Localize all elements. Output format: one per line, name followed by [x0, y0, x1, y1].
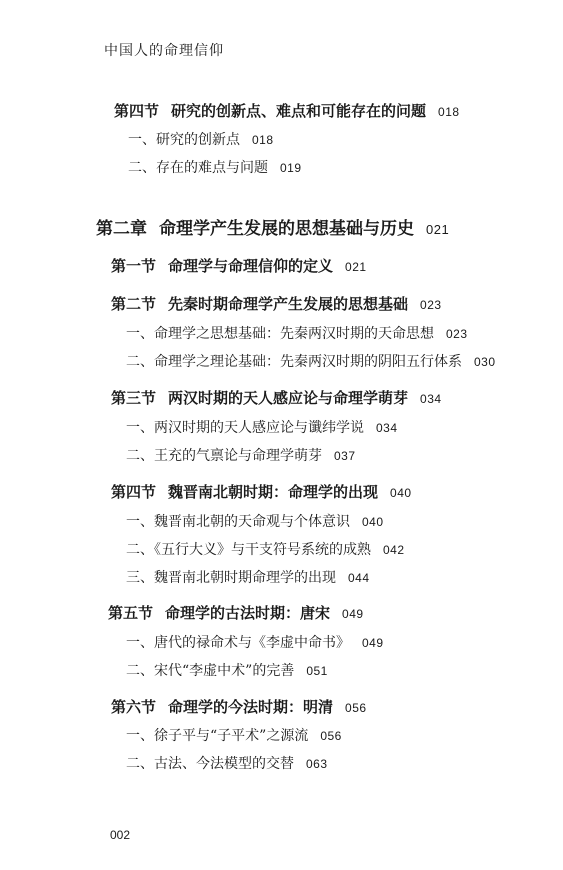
toc-page-number: 056	[320, 729, 342, 743]
toc-page-number: 021	[345, 260, 367, 274]
toc-entry[interactable]	[126, 632, 384, 652]
toc-title: 研究的创新点	[156, 132, 240, 148]
toc-entry[interactable]	[126, 567, 370, 587]
toc-entry[interactable]	[111, 387, 442, 408]
toc-entry[interactable]	[126, 660, 328, 680]
toc-entry[interactable]	[126, 511, 384, 531]
toc-entry[interactable]	[126, 445, 356, 465]
toc-title: 研究的创新点、难点和可能存在的问题	[171, 102, 427, 120]
toc-label: 第二节	[111, 295, 157, 313]
toc-title: 魏晋南北朝时期命理学的出现	[154, 570, 336, 586]
toc-page-number: 063	[306, 757, 328, 771]
toc-title: 命理学产生发展的思想基础与历史	[159, 219, 414, 239]
toc-entry[interactable]	[111, 481, 412, 502]
toc-entry[interactable]	[126, 323, 468, 343]
toc-title: 徐子平与“子平术”之源流	[154, 728, 309, 744]
toc-title: 宋代“李虚中术”的完善	[154, 663, 295, 679]
toc-title: 魏晋南北朝的天命观与个体意识	[154, 514, 350, 530]
running-head: 中国人的命理信仰	[104, 43, 224, 59]
toc-label: 三、	[126, 570, 154, 586]
toc-title: 命理学之思想基础：先秦两汉时期的天命思想	[154, 326, 434, 342]
toc-entry[interactable]	[114, 100, 460, 121]
toc-entry[interactable]	[126, 351, 496, 371]
toc-title: 两汉时期的天人感应论与谶纬学说	[154, 420, 364, 436]
toc-title: 两汉时期的天人感应论与命理学萌芽	[168, 389, 409, 407]
toc-page-number: 034	[420, 392, 442, 406]
toc-title: 命理学的今法时期：明清	[168, 698, 334, 716]
toc-label: 第三节	[111, 389, 157, 407]
toc-entry[interactable]	[126, 539, 405, 559]
toc-page-number: 030	[474, 355, 496, 369]
toc-label: 一、	[126, 728, 154, 744]
toc-title: 古法、今法模型的交替	[154, 756, 294, 772]
toc-entry[interactable]	[128, 129, 274, 149]
toc-entry[interactable]	[126, 725, 342, 745]
toc-title: 存在的难点与问题	[156, 160, 268, 176]
toc-page-number: 037	[334, 449, 356, 463]
toc-label: 一、	[126, 635, 154, 651]
toc-entry[interactable]	[126, 417, 398, 437]
toc-label: 第二章	[96, 219, 147, 239]
toc-label: 一、	[126, 420, 154, 436]
toc-label: 第四节	[111, 483, 157, 501]
toc-entry[interactable]	[108, 602, 364, 623]
toc-page-number: 021	[426, 222, 450, 237]
toc-page-number: 034	[376, 421, 398, 435]
toc-title: 先秦时期命理学产生发展的思想基础	[168, 295, 409, 313]
toc-page-number: 023	[446, 327, 468, 341]
toc-label: 二、	[126, 542, 154, 558]
toc-page-number: 018	[438, 105, 460, 119]
toc-label: 二、	[126, 354, 154, 370]
toc-title: 命理学之理论基础：先秦两汉时期的阴阳五行体系	[154, 354, 462, 370]
toc-label: 第五节	[108, 604, 154, 622]
toc-label: 二、	[126, 448, 154, 464]
toc-page-number: 019	[280, 161, 302, 175]
toc-entry[interactable]	[126, 753, 328, 773]
toc-label: 一、	[126, 326, 154, 342]
toc-label: 二、	[126, 756, 154, 772]
toc-title: 命理学与命理信仰的定义	[168, 257, 334, 275]
toc-entry[interactable]	[96, 214, 449, 239]
toc-title: 魏晋南北朝时期：命理学的出现	[168, 483, 379, 501]
toc-page-number: 056	[345, 701, 367, 715]
toc-label: 第四节	[114, 102, 160, 120]
toc-title: 王充的气禀论与命理学萌芽	[154, 448, 322, 464]
toc-label: 一、	[126, 514, 154, 530]
toc-title: 唐代的禄命术与《李虚中命书》	[154, 635, 350, 651]
toc-title: 命理学的古法时期：唐宋	[165, 604, 331, 622]
toc-page-number: 051	[306, 664, 328, 678]
toc-page-number: 040	[390, 486, 412, 500]
toc-label: 一、	[128, 132, 156, 148]
page-number: 002	[110, 828, 131, 842]
toc-entry[interactable]	[128, 157, 302, 177]
toc-label: 第六节	[111, 698, 157, 716]
toc-title: 《五行大义》与干支符号系统的成熟	[154, 542, 371, 558]
toc-entry[interactable]	[111, 293, 442, 314]
toc-page-number: 023	[420, 298, 442, 312]
toc-page-number: 018	[252, 133, 274, 147]
toc-label: 第一节	[111, 257, 157, 275]
toc-label: 二、	[128, 160, 156, 176]
toc-label: 二、	[126, 663, 154, 679]
toc-page-number: 049	[342, 607, 364, 621]
toc-entry[interactable]	[111, 255, 367, 276]
toc-page-number: 049	[362, 636, 384, 650]
toc-page-number: 042	[383, 543, 405, 557]
toc-page-number: 044	[348, 571, 370, 585]
toc-entry[interactable]	[111, 696, 367, 717]
toc-page-number: 040	[362, 515, 384, 529]
